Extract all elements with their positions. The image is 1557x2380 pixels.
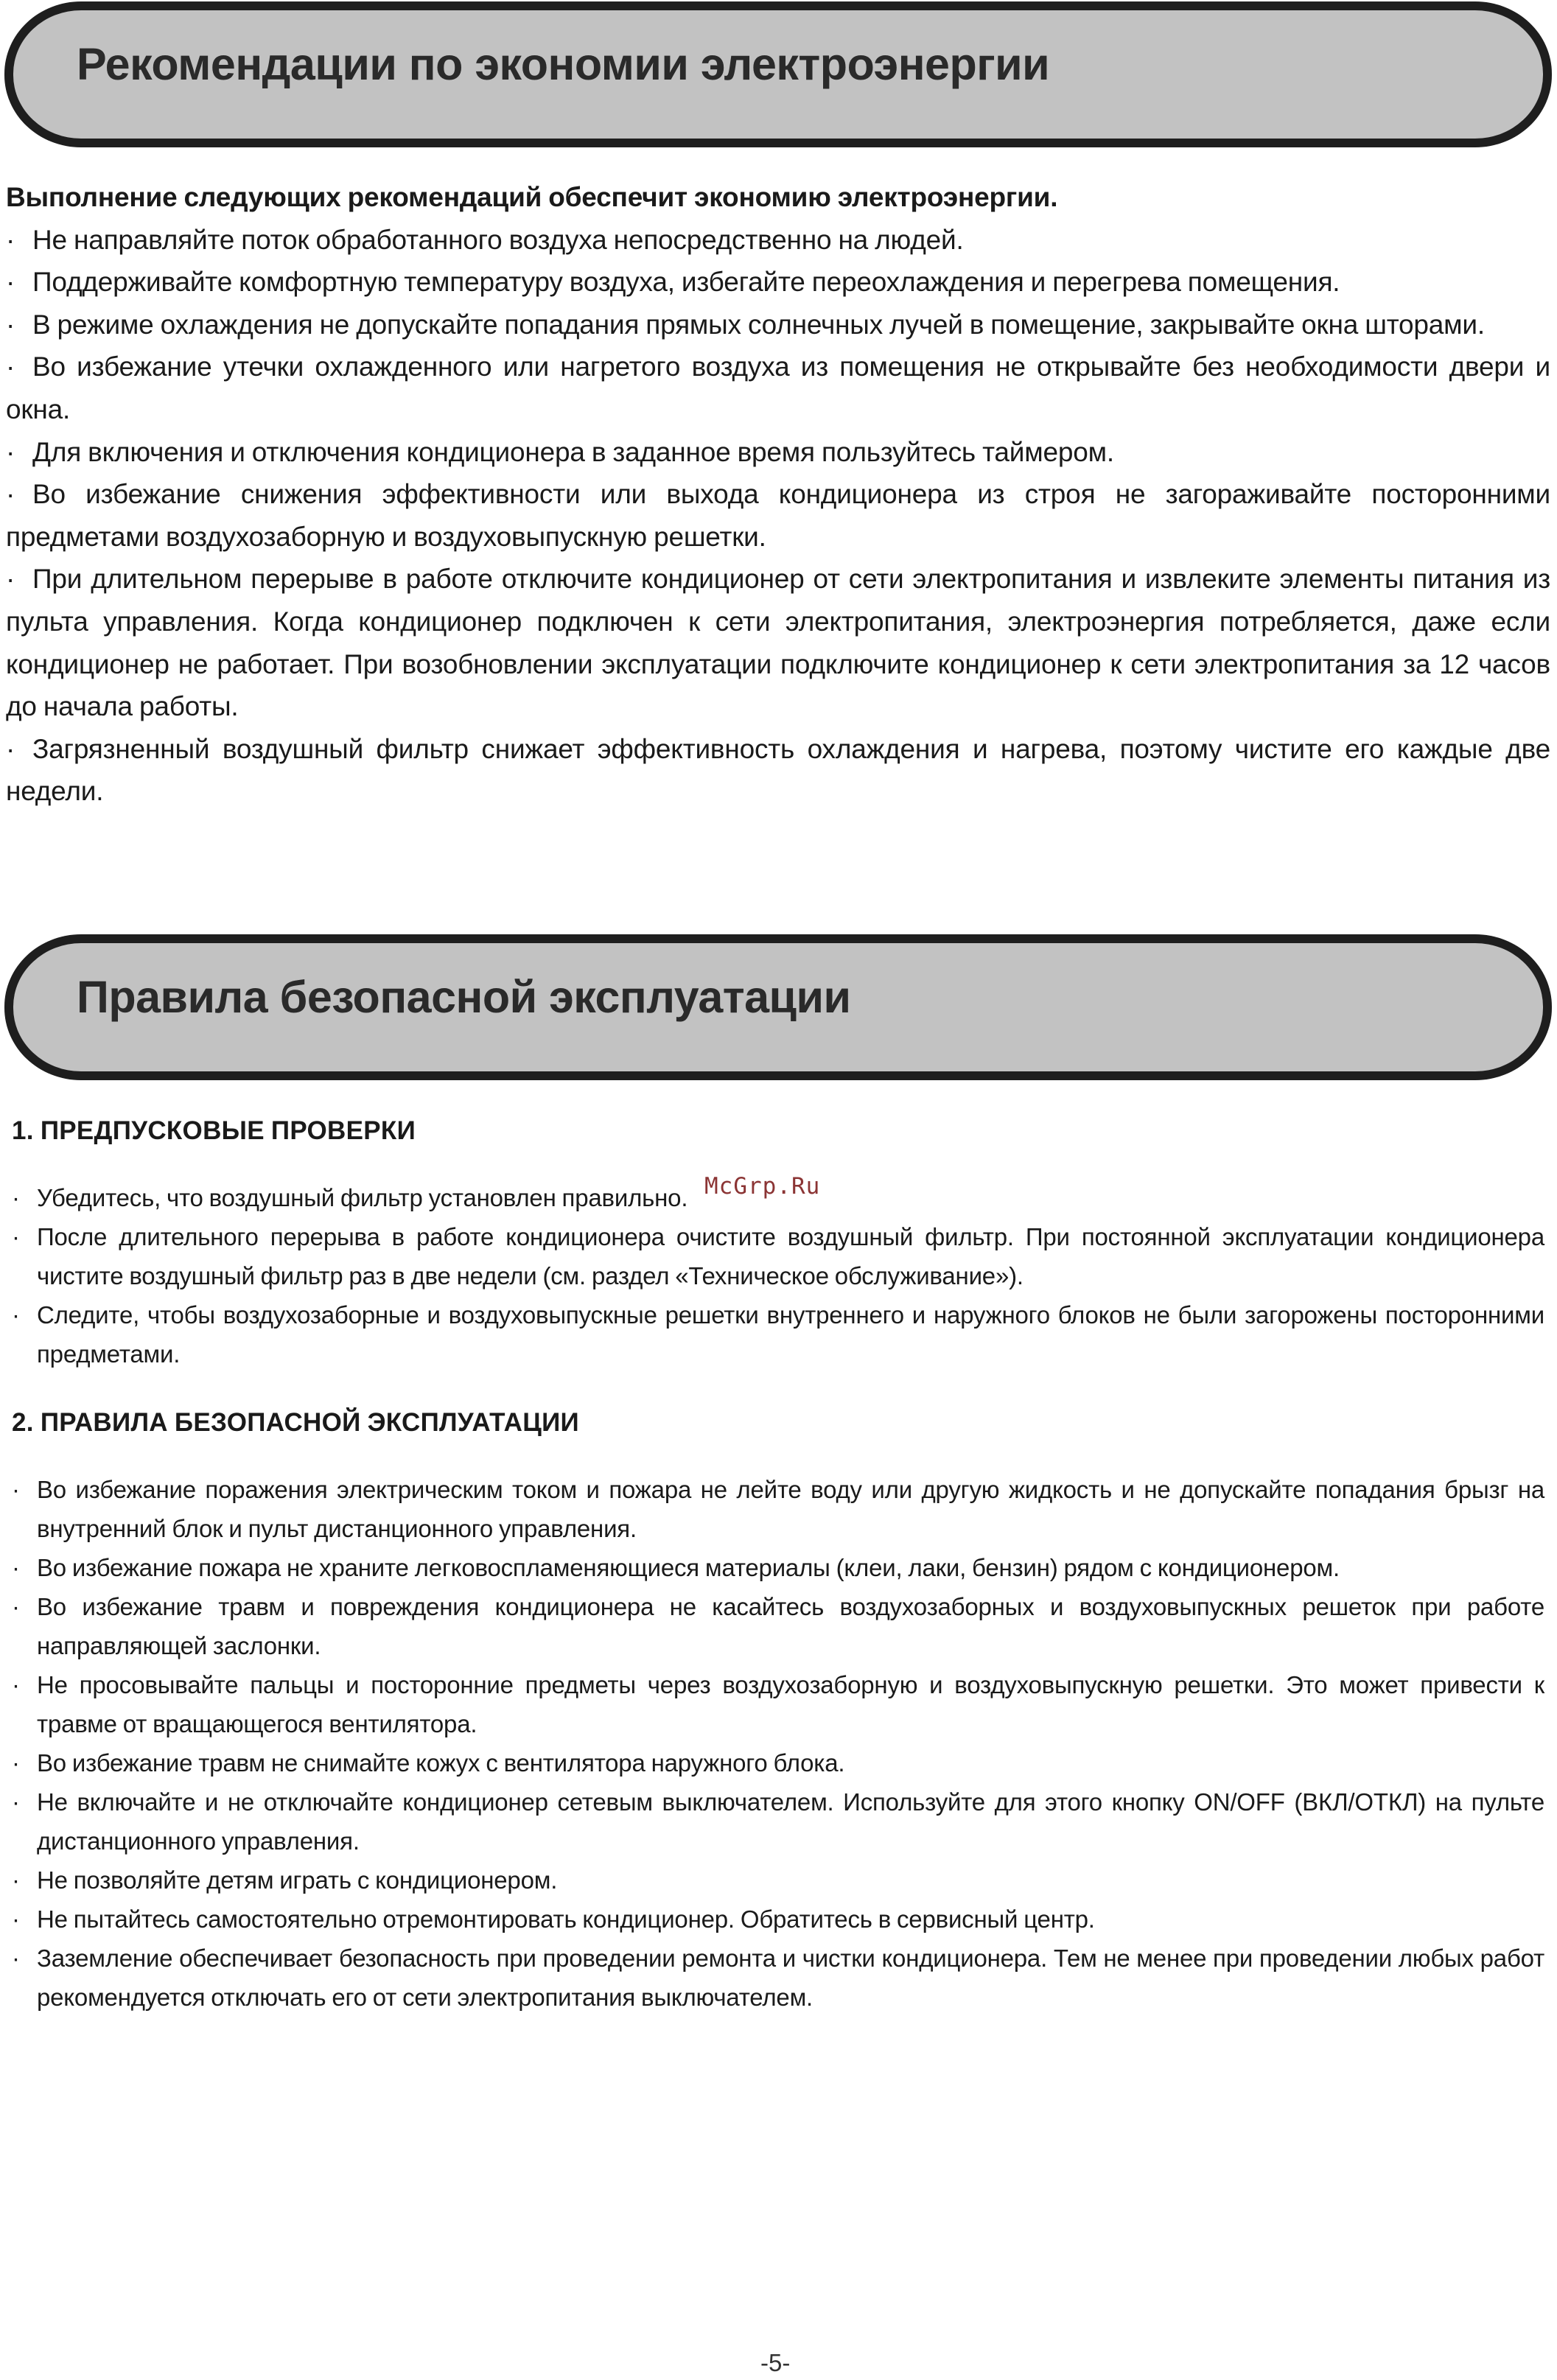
list-item: · Во избежание поражения электрическим током и пожара не лейте воду или другую жидкость и не допускайте попадания брызг на внутренний блок и пульт дистанционного управления. xyxy=(12,1470,1544,1548)
section-banner-safe-operation xyxy=(4,934,1552,1080)
bullet-icon: · xyxy=(12,1476,20,1503)
safe-operation-rules-list xyxy=(12,1470,1544,2017)
list-item: · Убедитесь, что воздушный фильтр установлен правильно. xyxy=(12,1178,1544,1217)
bullet-icon: · xyxy=(12,1301,20,1329)
bullet-icon: · xyxy=(12,1671,20,1698)
bullet-icon: · xyxy=(6,733,15,764)
bullet-icon: · xyxy=(6,267,15,298)
bullet-icon: · xyxy=(12,1554,20,1581)
bullet-icon: · xyxy=(12,1945,20,1972)
subsection-heading-safe-operation-rules: 2. ПРАВИЛА БЕЗОПАСНОЙ ЭКСПЛУАТАЦИИ xyxy=(12,1408,580,1437)
safe-operation-content xyxy=(12,1111,1544,2017)
bullet-icon: · xyxy=(12,1184,20,1211)
prestart-checks-list xyxy=(12,1178,1544,1373)
list-item: · Для включения и отключения кондиционера в заданное время пользуйтесь таймером. xyxy=(6,431,1550,474)
bullet-icon: · xyxy=(12,1866,20,1894)
list-item: · Во избежание травм и повреждения кондиционера не касайтесь воздухозаборных и воздуховыпускных решеток при работе направляющей заслонки. xyxy=(12,1587,1544,1665)
list-item: · Заземление обеспечивает безопасность при проведении ремонта и чистки кондиционера. Тем не менее при проведении любых работ рекомендуется отключать его от сети электропитания выключателем. xyxy=(12,1939,1544,2017)
section-banner-energy-saving xyxy=(4,1,1552,147)
list-item: · После длительного перерыва в работе кондиционера очистите воздушный фильтр. При постоянной эксплуатации кондиционера чистите воздушный фильтр раз в две недели (см. раздел «Техническое обслуживание»). xyxy=(12,1217,1544,1295)
watermark: McGrp.Ru xyxy=(704,1173,821,1200)
bullet-icon: · xyxy=(12,1788,20,1816)
list-item: · Не включайте и не отключайте кондиционер сетевым выключателем. Используйте для этого кнопку ON/OFF (ВКЛ/ОТКЛ) на пульте дистанционного управления. xyxy=(12,1782,1544,1861)
energy-saving-content xyxy=(6,176,1550,813)
section-title-energy-saving: Рекомендации по экономии электроэнергии xyxy=(77,39,1050,89)
list-item: · Не пытайтесь самостоятельно отремонтировать кондиционер. Обратитесь в сервисный центр. xyxy=(12,1900,1544,1939)
list-item: · Не позволяйте детям играть с кондиционером. xyxy=(12,1861,1544,1900)
list-item: · При длительном перерыве в работе отключите кондиционер от сети электропитания и извлеките элементы питания из пульта управления. Когда кондиционер подключен к сети электропитания, электроэнергия потребляется, даже если кондиционер не работает. При возобновлении эксплуатации подключите кондиционер к сети электропитания за 12 часов до начала работы. xyxy=(6,558,1550,727)
list-item: · Во избежание пожара не храните легковоспламеняющиеся материалы (клеи, лаки, бензин) рядом с кондиционером. xyxy=(12,1548,1544,1587)
subsection-heading-prestart-checks: 1. ПРЕДПУСКОВЫЕ ПРОВЕРКИ xyxy=(12,1116,416,1145)
list-item: · В режиме охлаждения не допускайте попадания прямых солнечных лучей в помещение, закрывайте окна шторами. xyxy=(6,304,1550,346)
list-item: · Поддерживайте комфортную температуру воздуха, избегайте переохлаждения и перегрева помещения. xyxy=(6,261,1550,304)
list-item: · Не просовывайте пальцы и посторонние предметы через воздухозаборную и воздуховыпускную решетки. Это может привести к травме от вращающегося вентилятора. xyxy=(12,1665,1544,1743)
list-item: · Загрязненный воздушный фильтр снижает эффективность охлаждения и нагрева, поэтому чистите его каждые две недели. xyxy=(6,728,1550,813)
bullet-icon: · xyxy=(12,1593,20,1620)
bullet-icon: · xyxy=(6,224,15,255)
bullet-icon: · xyxy=(6,479,15,510)
list-item: · Не направляйте поток обработанного воздуха непосредственно на людей. xyxy=(6,219,1550,262)
bullet-icon: · xyxy=(6,309,15,340)
page-number: -5- xyxy=(760,2349,791,2376)
list-item: · Во избежание снижения эффективности или выхода кондиционера из строя не загораживайте посторонними предметами воздухозаборную и воздуховыпускную решетки. xyxy=(6,473,1550,558)
list-item: · Во избежание утечки охлажденного или нагретого воздуха из помещения не открывайте без необходимости двери и окна. xyxy=(6,346,1550,430)
bullet-icon: · xyxy=(12,1749,20,1777)
bullet-icon: · xyxy=(6,351,15,382)
bullet-icon: · xyxy=(6,564,15,595)
section-title-safe-operation: Правила безопасной эксплуатации xyxy=(77,972,851,1022)
list-item: · Следите, чтобы воздухозаборные и воздуховыпускные решетки внутреннего и наружного блоков не были загорожены посторонними предметами. xyxy=(12,1295,1544,1373)
list-item: · Во избежание травм не снимайте кожух с вентилятора наружного блока. xyxy=(12,1743,1544,1782)
bullet-icon: · xyxy=(6,436,15,467)
energy-saving-lead: Выполнение следующих рекомендаций обеспечит экономию электроэнергии. xyxy=(6,182,1058,212)
bullet-icon: · xyxy=(12,1905,20,1933)
bullet-icon: · xyxy=(12,1223,20,1250)
